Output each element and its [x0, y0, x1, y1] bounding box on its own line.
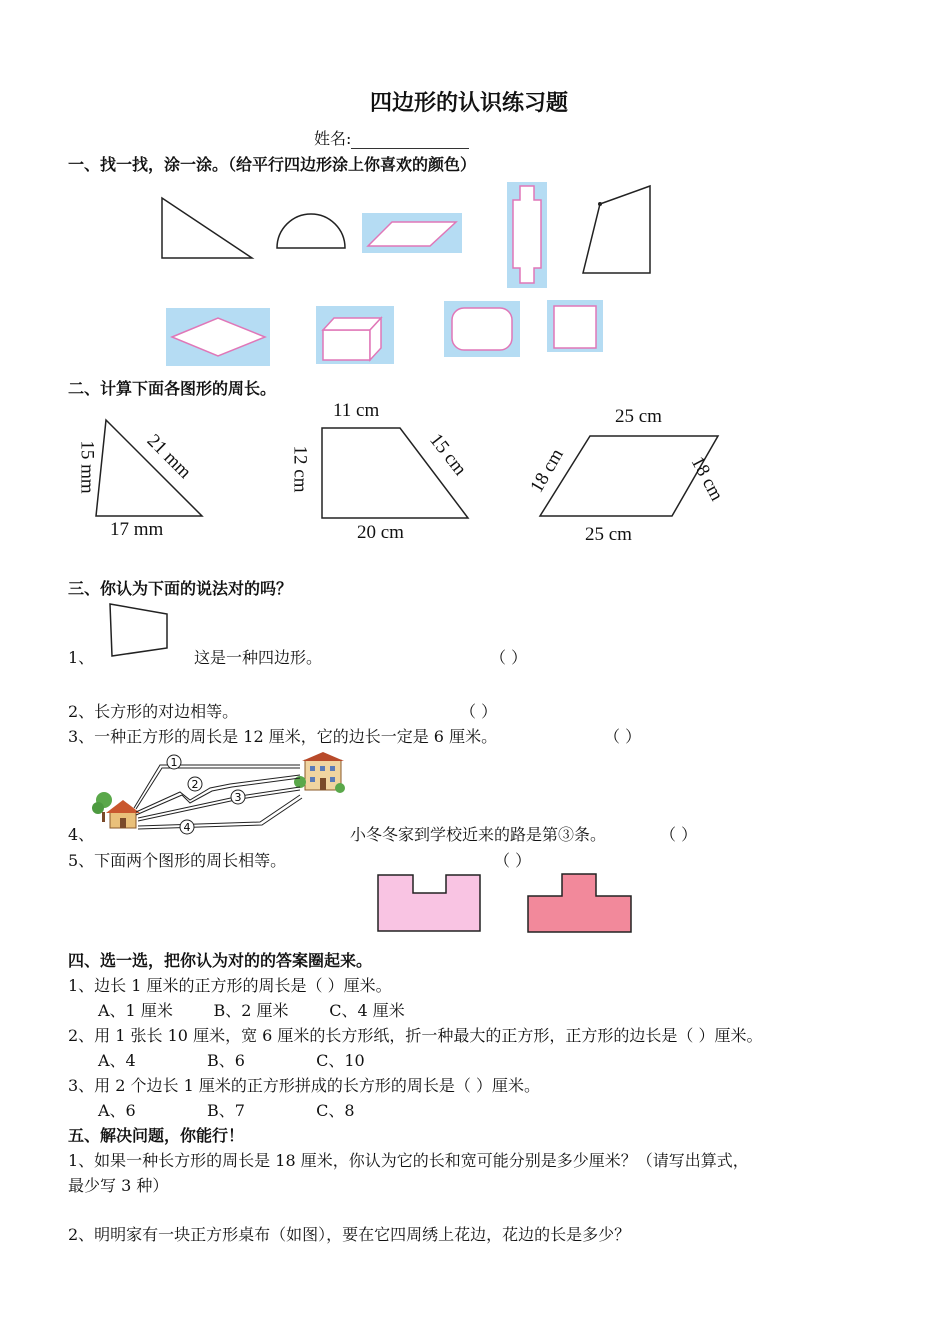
parallelogram-right-label: 18 cm [686, 453, 728, 505]
judge-q4-text: 小冬冬家到学校近来的路是第③条。 [350, 825, 607, 844]
triangle-bottom-label: 17 mm [110, 519, 164, 540]
stepped-shape [528, 874, 631, 932]
trapezoid-slant-label: 15 cm [425, 429, 471, 480]
problem-1-line-1: 1、如果一种长方形的周长是 18 厘米，你认为它的长和宽可能分别是多少厘米？（请写出算式， [68, 1151, 749, 1170]
notched-shape [378, 875, 480, 931]
judge-q4-answer[interactable]: （ ） [660, 825, 698, 844]
parallelogram-bottom-label: 25 cm [585, 524, 632, 545]
judge-q3-text: 3、一种正方形的周长是 12 厘米，它的边长一定是 6 厘米。 [68, 727, 498, 746]
choice-q2: 2、用 1 张长 10 厘米，宽 6 厘米的长方形纸，折一种最大的正方形，正方形的边长是（ ）厘米。 [68, 1026, 763, 1045]
trapezoid-top-label: 11 cm [333, 400, 380, 421]
judge-q1-text: 这是一种四边形。 [194, 648, 323, 667]
section-5-heading: 五、解决问题，你能行！ [68, 1126, 245, 1145]
trapezoid-bottom-label: 20 cm [357, 522, 404, 543]
section-1-heading: 一、找一找，涂一涂。（给平行四边形涂上你喜欢的颜色） [68, 155, 477, 174]
section-4-heading: 四、选一选，把你认为对的的答案圈起来。 [68, 951, 373, 970]
judge-q5-text: 5、下面两个图形的周长相等。 [68, 851, 287, 870]
parallelogram-left-label: 18 cm [526, 445, 568, 497]
triangle-hyp-label: 21 mm [142, 430, 196, 483]
judge-q5-answer[interactable]: （ ） [494, 851, 532, 870]
judge-q3-answer[interactable]: （ ） [604, 727, 642, 746]
route-3-label: 3 [234, 791, 242, 804]
problem-2: 2、明明家有一块正方形桌布（如图），要在它四周绣上花边，花边的长是多少？ [68, 1225, 631, 1244]
name-label: 姓名: [314, 129, 352, 148]
page-title: 四边形的认识练习题 [370, 91, 569, 116]
route-1-label: 1 [170, 756, 178, 769]
judge-q2-answer[interactable]: （ ） [460, 702, 498, 721]
triangle-left-label: 15 mm [76, 440, 98, 494]
route-2-label: 2 [191, 778, 199, 791]
section-3-heading: 三、你认为下面的说法对的吗？ [68, 579, 293, 598]
section-2-heading: 二、计算下面各图形的周长。 [68, 379, 277, 398]
trapezoid-left-label: 12 cm [289, 445, 311, 493]
choice-q1: 1、边长 1 厘米的正方形的周长是（ ）厘米。 [68, 976, 392, 995]
problem-1-line-2: 最少写 3 种） [68, 1176, 169, 1195]
judge-q2-text: 2、长方形的对边相等。 [68, 702, 239, 721]
judge-q1-number: 1、 [68, 648, 95, 667]
choice-q2-options[interactable]: A、4 B、6 C、10 [98, 1051, 365, 1070]
choice-q3: 3、用 2 个边长 1 厘米的正方形拼成的长方形的周长是（ ）厘米。 [68, 1076, 540, 1095]
judge-q4-number: 4、 [68, 825, 95, 844]
choice-q3-options[interactable]: A、6 B、7 C、8 [98, 1101, 355, 1120]
choice-q1-options[interactable]: A、1 厘米 B、2 厘米 C、4 厘米 [98, 1001, 405, 1020]
judge-q1-answer[interactable]: （ ） [490, 648, 528, 667]
route-4-label: 4 [183, 821, 191, 834]
parallelogram-top-label: 25 cm [615, 406, 662, 427]
